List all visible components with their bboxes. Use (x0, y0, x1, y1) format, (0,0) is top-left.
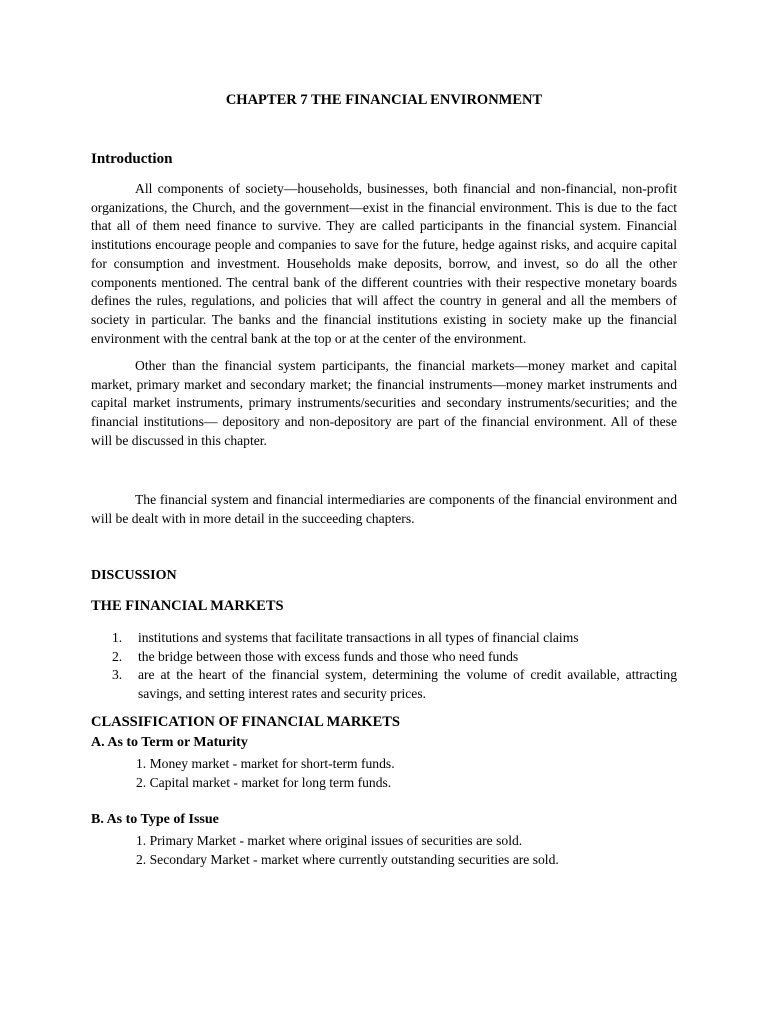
chapter-title: CHAPTER 7 THE FINANCIAL ENVIRONMENT (225, 92, 543, 108)
term-item-capital-market: 2. Capital market - market for long term funds. (136, 775, 392, 790)
list-item-number: 2. (112, 648, 123, 664)
discussion-heading: DISCUSSION (91, 568, 177, 583)
financial-markets-list (91, 629, 677, 704)
list-item-text: the bridge between those with excess funds and those who need funds (138, 648, 519, 664)
classification-heading: CLASSIFICATION OF FINANCIAL MARKETS (91, 714, 400, 730)
type-of-issue-heading: B. As to Type of Issue (91, 812, 219, 827)
list-item-text: institutions and systems that facilitate transactions in all types of financial claims (138, 630, 579, 645)
list-item-number: 1. (112, 630, 123, 645)
issue-item-secondary-market: 2. Secondary Market - market where currently outstanding securities are sold. (136, 852, 559, 867)
list-item (91, 629, 677, 648)
intro-paragraph-3: The financial system and financial intermediaries are components of the financial environment and will be dealt with in more detail in the succeeding chapters. (91, 492, 677, 526)
term-maturity-heading: A. As to Term or Maturity (91, 735, 248, 750)
list-item-number: 3. (112, 667, 123, 683)
issue-item-primary-market: 1. Primary Market - market where original issues of securities are sold. (136, 833, 523, 848)
introduction-heading: Introduction (91, 151, 173, 167)
list-item (91, 648, 677, 667)
list-item (91, 666, 677, 703)
intro-paragraph-2: Other than the financial system participants, the financial markets—money market and capital market, primary market and secondary market; the financial instruments—money market instruments and capital market instruments, primary instruments/securities and secondary instruments/securities; and the financial institutions— depository and non-depository are part of the financial environment. All of these will be discussed in this chapter. (91, 358, 677, 448)
intro-paragraph-1: All components of society—households, businesses, both financial and non-financial, non-profit organizations, the Church, and the government—exist in the financial environment. This is due to the fact that all of them need finance to survive. They are called participants in the financial system. Financial institutions encourage people and companies to save for the future, hedge against risks, and acquire capital for consumption and investment. Households make deposits, borrow, and invest, so do all the other components mentioned. The central bank of the different countries with their respective monetary boards defines the rules, regulations, and policies that will affect the country in general and all the members of society in particular. The banks and the financial institutions existing in society make up the financial environment with the central bank at the top or at the center of the environment. (91, 181, 677, 346)
financial-markets-heading: THE FINANCIAL MARKETS (91, 598, 284, 614)
term-item-money-market: 1. Money market - market for short-term funds. (136, 756, 395, 771)
list-item-text: are at the heart of the financial system, determining the volume of credit available, attracting savings, and setting interest rates and security prices. (138, 667, 677, 702)
